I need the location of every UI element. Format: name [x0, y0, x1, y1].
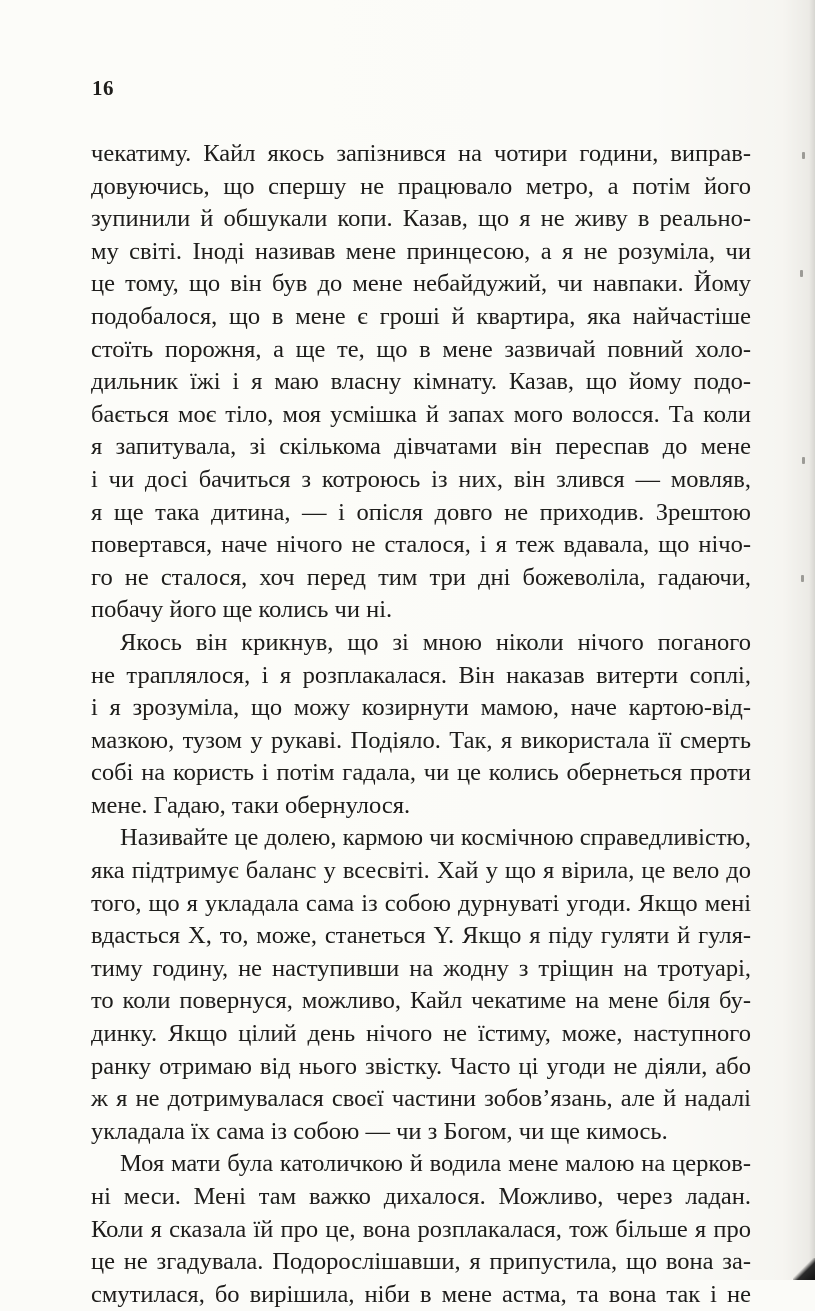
- page-corner-shadow: [793, 1258, 815, 1280]
- text-line: зупинили й обшукали копи. Казав, що я не живу в реально-: [91, 205, 751, 233]
- text-line: я ще така дитина, — і опісля довго не приходив. Зрештою: [91, 498, 751, 526]
- text-line: стоїть порожня, а ще те, що в мене зазвичай повний холо-: [91, 335, 751, 363]
- text-line: собі на користь і потім гадала, чи це колись обернеться проти: [91, 759, 751, 787]
- text-line: це не згадувала. Подорослішавши, я припустила, що вона за-: [91, 1248, 751, 1276]
- text-line: ж я не дотримувалася своєї частини зобов’язань, але й надалі: [91, 1085, 751, 1113]
- text-line: динку. Якщо цілий день нічого не їстиму, може, наступного: [91, 1020, 751, 1048]
- edge-mark: [802, 152, 805, 159]
- text-line: не траплялося, і я розплакалася. Він наказав витерти соплі,: [91, 661, 751, 689]
- text-line: тиму годину, не наступивши на жодну з тріщин на тротуарі,: [91, 954, 751, 982]
- text-line: мене. Гадаю, таки обернулося.: [91, 791, 411, 819]
- text-line: того, що я укладала сама із собою дурнуваті угоди. Якщо мені: [91, 889, 751, 917]
- text-line: вдасться X, то, може, станеться Y. Якщо я піду гуляти й гуля-: [91, 922, 751, 950]
- page-edge-shadow: [809, 0, 815, 1280]
- edge-mark: [800, 270, 803, 277]
- text-line: яка підтримує баланс у всесвіті. Хай у що я вірила, це вело до: [91, 857, 751, 885]
- text-line: Моя мати була католичкою й водила мене малою на церков-: [120, 1150, 751, 1178]
- text-line: Коли я сказала їй про це, вона розплакалася, тож більше я про: [91, 1215, 751, 1243]
- text-line: повертався, наче нічого не сталося, і я теж вдавала, що нічо-: [91, 531, 751, 559]
- text-line: ні меси. Мені там важко дихалося. Можливо, через ладан.: [91, 1183, 751, 1210]
- text-line: дильник їжі і я маю власну кімнату. Казав, що йому подо-: [91, 368, 751, 396]
- text-line: Якось він крикнув, що зі мною ніколи нічого поганого: [120, 628, 751, 656]
- text-line: го не сталося, хоч перед тим три дні божеволіла, гадаючи,: [91, 563, 751, 591]
- text-line: я запитувала, зі скількома дівчатами він переспав до мене: [91, 433, 751, 461]
- edge-mark: [802, 457, 805, 464]
- text-line: му світі. Іноді називав мене принцесою, а я не розуміла, чи: [91, 237, 751, 265]
- body-text: [91, 138, 751, 1311]
- text-line: мазкою, тузом у рукаві. Подіяло. Так, я використала її смерть: [91, 726, 751, 754]
- text-line: Називайте це долею, кармою чи космічною справедливістю,: [120, 824, 751, 852]
- text-line: ранку отримаю від нього звістку. Часто ці угоди не діяли, або: [91, 1052, 751, 1080]
- text-line: укладала їх сама із собою — чи з Богом, чи ще кимось.: [91, 1117, 668, 1145]
- text-line: і я зрозуміла, що можу козирнути мамою, наче картою-від-: [91, 694, 751, 722]
- text-line: довуючись, що спершу не працювало метро, а потім його: [91, 172, 751, 200]
- text-line: побачу його ще колись чи ні.: [91, 596, 393, 624]
- text-line: чекатиму. Кайл якось запізнився на чотири години, виправ-: [91, 140, 751, 167]
- page-number: 16: [92, 76, 114, 100]
- text-line: подобалося, що в мене є гроші й квартира, яка найчастіше: [91, 302, 751, 330]
- text-line: і чи досі бачиться з котроюсь із них, він злився — мовляв,: [91, 465, 751, 493]
- edge-mark: [801, 575, 804, 582]
- text-line: то коли повернуся, можливо, Кайл чекатиме на мене біля бу-: [91, 987, 751, 1015]
- text-line: бається моє тіло, моя усмішка й запах мого волосся. Та коли: [91, 400, 751, 428]
- text-line: це тому, що він був до мене небайдужий, чи навпаки. Йому: [91, 270, 751, 298]
- text-line: смутилася, бо вирішила, ніби в мене астма, та вона так і не: [91, 1280, 751, 1308]
